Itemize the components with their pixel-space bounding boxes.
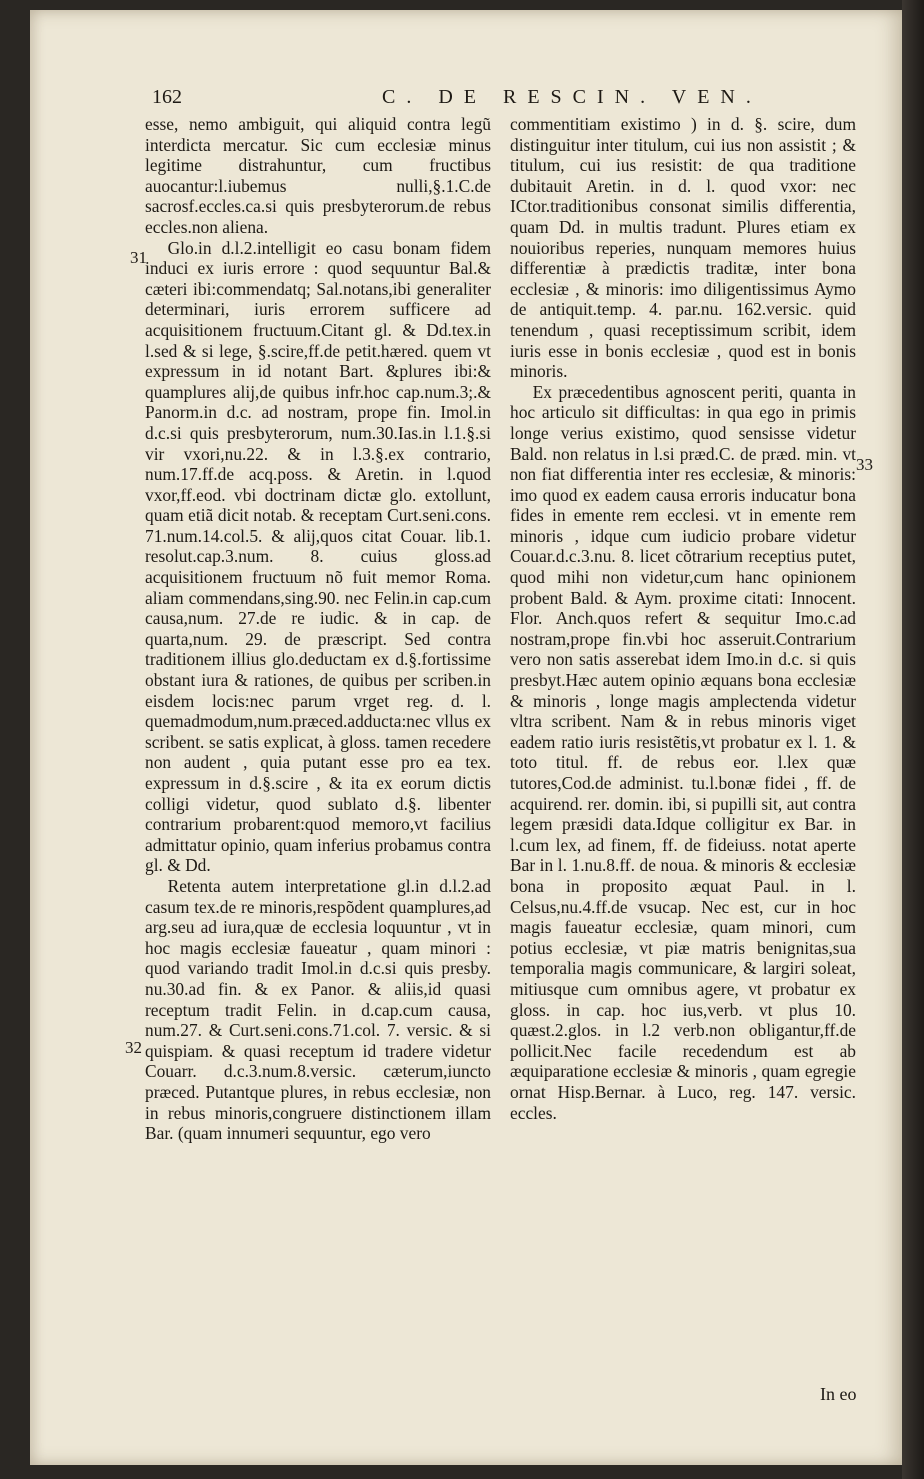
left-column [145,114,491,1144]
catchword: In eo [820,1384,857,1404]
margin-number-31: 31 [130,248,147,267]
left-paragraph-3: Retenta autem interpretatione gl.in d.l.2.ad casum tex.de re minoris,respõdent quamplures,ad arg.seu ad iura,quæ de ecclesia loquuntur , vt in hoc magis ecclesiæ faueatur , quam minori : quod variando tradit Imol.in d.c.si quis presby. nu.30.ad fin. & ex Panor. & aliis,id quasi receptum tradit Felin. in d.cap.cum causa, num.27. & Curt.seni.cons.71.col. 7. versic. & si quispiam. & quasi receptum id tradere videtur Couarr. d.c.3.num.8.versic. cæterum,iuncto præced. Putantque plures, in rebus ecclesiæ, non in rebus minoris,congruere distinctionem illam Bar. (quam innumeri sequuntur, ego vero [145,875,491,1144]
right-paragraph-2: Ex præcedentibus agnoscent periti, quanta in hoc articulo sit difficultas: in qua ego in primis longe verius existimo, quod sensisse videtur Bald. non relatus in l.si præd.C. de præd. min. vt non fiat differentia inter res ecclesiæ, & minoris: imo quod ex eadem causa erroris inducatur bona fides in emente rem ecclesi. vt in emente rem minoris , idque cum iudicio probare videtur Couar.d.c.3.nu. 8. licet cõtrarium receptius putet, quod mihi non videtur,cum hanc opinionem probent Bald. & Aym. proxime citati: Innocent. Flor. Anch.quos refert & sequitur Imo.c.ad nostram,prope fin.vbi hoc asseruit.Contrarium vero non satis asserebat idem Imo.in d.c. si quis presbyt.Hæc autem opinio æquans bona ecclesiæ & minoris , longe magis amplectenda videtur vltra scribent. Nam & in rebus minoris viget eadem ratio iuris resistẽtis,vt probatur ex l. 1. & toto titul. ff. de rebus eor. l.lex quæ tutores,Cod.de administ. tu.l.bonæ fidei , ff. de acquirend. rer. domin. ibi, si pupilli sit, aut contra legem præsidi data.Idque colligitur ex Bar. in l.cum lex, ad finem, ff. de fideiuss. notat aperte Bar in l. 1.nu.8.ff. de noua. & minoris & ecclesiæ bona in proposito æquat Paul. in l. Celsus,nu.4.ff.de vsucap. Nec est, cur in hoc magis faueatur ecclesiæ, quam minori, cum potius ecclesiæ, vt piæ matris benignitas,sua temporalia magis communicare, & largiri soleat, mitiusque cum omnibus agere, vt probatur ex gloss. in cap. hoc ius,verb. vt plus 10. quæst.2.glos. in l.2 verb.non obligantur,ff.de pollicit.Nec facile recedendum est ab æquiparatione ecclesiæ & minoris , quam egregie ornat Hisp.Bernar. à Luco, reg. 147. versic. eccles. [510,381,856,1123]
book-page [30,10,902,1465]
book-edge [902,0,924,1479]
left-paragraph-1: esse, nemo ambiguit, qui aliquid contra legũ interdicta mercatur. Sic cum ecclesiæ minus legitime distrahuntur, cum fructibus auocantur:l.iubemus nulli,§.1.C.de sacrosf.eccles.ca.si quis presbyterorum.de rebus eccles.non aliena. [145,114,491,237]
running-head [30,82,902,112]
margin-number-32: 32 [125,1038,142,1057]
running-title: C. DE RESCIN. VEN. [382,86,762,108]
page-number: 162 [152,86,182,108]
left-paragraph-2: Glo.in d.l.2.intelligit eo casu bonam fidem induci ex iuris errore : quod sequuntur Bal.& cæteri ibi:commendatq; Sal.notans,ibi generaliter determinari, iuris errorem sufficere ad acquisitionem fructuum.Citant gl. & Dd.tex.in l.sed & si lege, §.scire,ff.de petit.hæred. quem vt expressum in id notant Bart. &plures ibi:& quamplures alij,de quibus infr.hoc cap.num.3;.& Panorm.in d.c. ad nostram, prope fin. Imol.in d.c.si quis presbyterorum, num.30.Ias.in l.1.§.si vir vxori,nu.22. & in l.3.§.ex contrario, num.17.ff.de acq.poss. & Aretin. in l.quod vxor,ff.eod. vbi doctrinam dictæ glo. extollunt, quam etiã dicit notab. & receptam Curt.seni.cons. 71.num.14.col.5. & alij,quos citat Couar. lib.1. resolut.cap.3.num. 8. cuius gloss.ad acquisitionem fructuum nõ fuit memor Roma. aliam commendans,sing.90. nec Felin.in cap.cum causa,num. 27.de re iudic. & in cap. de quarta,num. 29. de præscript. Sed contra traditionem illius glo.deductam ex d.§.fortissime obstant iura & rationes, de quibus per scriben.in eisdem locis:nec parum vrget reg. d. l. quemadmodum,num.præced.adducta:nec vllus ex scribent. se satis explicat, à gloss. tamen recedere non audent , quia putant esse pro ea tex. expressum in d.§.scire , & ita ex eorum dictis colligi videtur, quod sublato d.§. libenter contrarium probarent:quod memoro,vt facilius admittatur opinio, quam inferius probamus contra gl. & Dd. [145,237,491,876]
right-column [510,114,856,1123]
right-paragraph-1: commentitiam existimo ) in d. §. scire, dum distinguitur inter titulum, cui ius non assistit ; & titulum, cui ius resistit: de qua traditione dubitauit Aretin. in d. l. quod vxor: nec ICtor.traditionibus consonat similis differentia, quam Dd. in multis tradunt. Plures etiam ex nouioribus reperies, nunquam memores huius differentiæ à prædictis traditæ, inter bona ecclesiæ , & minoris: imo diligentissimus Aymo de antiquit.temp. 4. par.nu. 162.versic. quid tenendum , quasi receptissimum scribit, idem iuris esse in bonis ecclesiæ , quod est in bonis minoris. [510,114,856,382]
margin-number-33: 33 [856,455,873,474]
